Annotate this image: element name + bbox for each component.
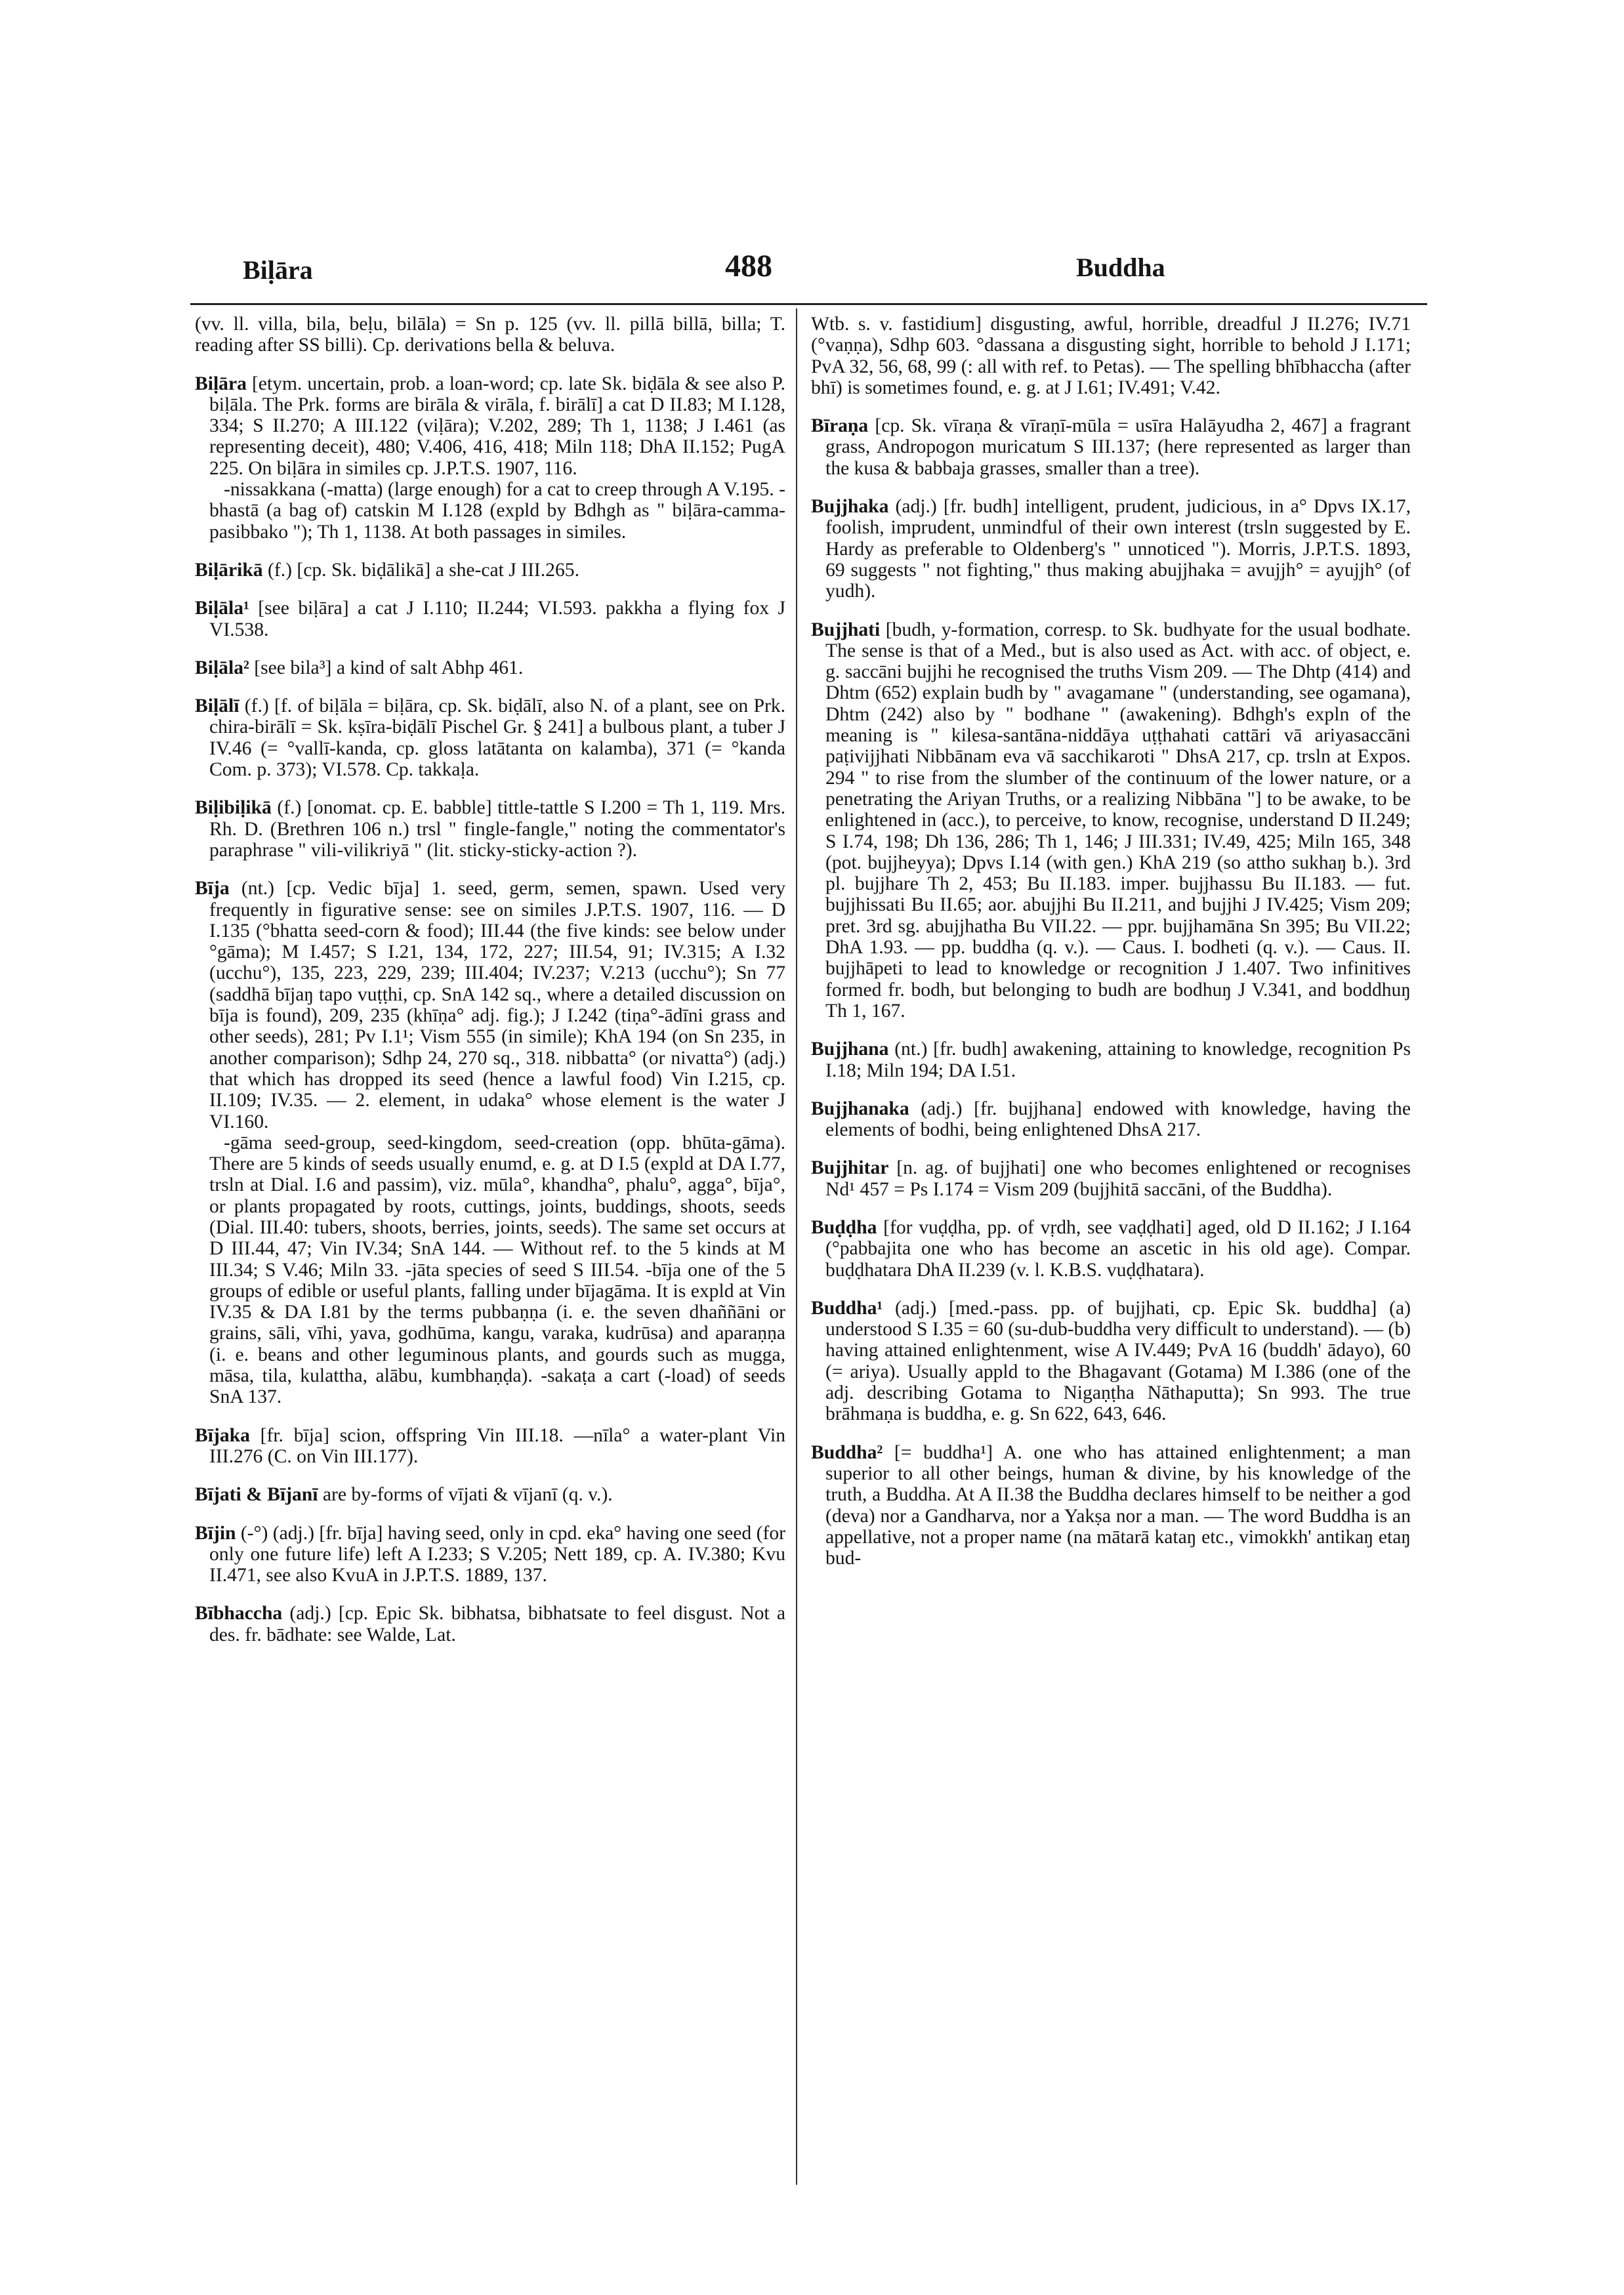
entry-headword: Bījaka [195, 1424, 250, 1446]
entry-body: [cp. Sk. vīraṇa & vīraṇī-mūla = usīra Halāyudha 2, 467] a fragrant grass, Andropogon muricatum S III.137; (here represented as larger than the kusa & babbaja grasses, smaller than a tree). [825, 415, 1411, 479]
page-number: 488 [725, 249, 772, 283]
entry-body: (vv. ll. villa, bila, beḷu, bilāla) = Sn p. 125 (vv. ll. pillā billā, billa; T. reading after SS billi). Cp. derivations bella & beluva. [195, 314, 785, 356]
dictionary-entry-bijaka [195, 1425, 785, 1468]
entry-compounds: -gāma seed-group, seed-kingdom, seed-creation (opp. bhūta-gāma). There are 5 kinds of seeds usually enumd, e. g. at D I.5 (expld at DA I.77, trsln at Dial. I.6 and passim), viz. mūla°, khandha°, phalu°, agga°, bīja°, or plants propagated by roots, cuttings, joints, buddings, shoots, seeds (Dial. III.40: tubers, shoots, berries, joints, seeds). The same set occurs at D III.44, 47; Vin IV.34; SnA 144. — Without ref. to the 5 kinds at M III.34; S V.46; Miln 33. -jāta species of seed S III.54. -bīja one of the 5 groups of edible or useful plants, falling under bījagāma. It is expld at Vin IV.35 & DA I.81 by the terms pubbaṇṇa (i. e. the seven dhaññāni or grains, sāli, vīhi, yava, godhūma, kangu, varaka, kudrūsa) and aparaṇṇa (i. e. beans and other leguminous plants, and gourds such as mugga, māsa, tila, kulattha, alābu, kumbhaṇḍa). -sakaṭa a cart (-load) of seeds SnA 137. [209, 1132, 785, 1408]
entry-headword: Bījati & Bījanī [195, 1484, 318, 1506]
dictionary-entry-bujjhana [811, 1039, 1411, 1081]
entry-headword: Biḷālī [195, 695, 239, 717]
dictionary-entry-bilala2 [195, 657, 785, 678]
entry-headword: Buddha² [811, 1441, 883, 1463]
entry-headword: Biḷāra [195, 373, 247, 394]
entry-headword: Bīja [195, 878, 230, 899]
dictionary-entry-cont [811, 314, 1411, 398]
page-header [197, 248, 1421, 300]
dictionary-entry-bilibilika [195, 797, 785, 861]
entry-body: Wtb. s. v. fastidium] disgusting, awful, horrible, dreadful J II.276; IV.71 (°vaṇṇa), Sdhp 603. °dassana a disgusting sight, horrible to behold J I.171; PvA 32, 56, 68, 99 (: all with ref. to Petas). — The spelling bhībhaccha (after bhī) is sometimes found, e. g. at J I.61; IV.491; V.42. [811, 314, 1411, 398]
entry-body: [fr. bīja] scion, offspring Vin III.18. —nīla° a water-plant Vin III.276 (C. on Vin III.177). [209, 1424, 785, 1467]
entry-headword: Bījin [195, 1522, 236, 1544]
entry-headword: Bujjhana [811, 1039, 889, 1060]
column-divider [796, 308, 797, 2185]
entry-body: (adj.) [med.-pass. pp. of bujjhati, cp. Epic Sk. buddha] (a) understood S I.35 = 60 (su-dub-buddha very difficult to understand). — (b) having attained enlightenment, wise A IV.449; PvA 16 (buddh' ādayo), 60 (= ariya). Usually appld to the Bhagavant (Gotama) M I.386 (one of the adj. describing Gotama to Nigaṇṭha Nāthaputta); Sn 993. The true brāhmaṇa is buddha, e. g. Sn 622, 643, 646. [825, 1297, 1411, 1425]
entry-headword: Biḷāla² [195, 657, 249, 678]
entry-headword: Buddha¹ [811, 1297, 883, 1319]
entry-body: (nt.) [fr. budh] awakening, attaining to knowledge, recognition Ps I.18; Miln 194; DA I.51. [825, 1039, 1411, 1081]
dictionary-entry-bibhaccha [195, 1603, 785, 1645]
entry-body: [n. ag. of bujjhati] one who becomes enlightened or recognises Nd¹ 457 = Ps I.174 = Vism 209 (bujjhitā saccāni, of the Buddha). [825, 1157, 1411, 1200]
entry-headword: Bujjhitar [811, 1157, 889, 1179]
entry-body: (adj.) [cp. Epic Sk. bibhatsa, bibhatsate to feel disgust. Not a des. fr. bādhate: see Walde, Lat. [209, 1603, 785, 1645]
entry-body: [for vuḍḍha, pp. of vṛdh, see vaḍḍhati] aged, old D II.162; J I.164 (°pabbajita one who has become an ascetic in his old age). Compar. buḍḍhatara DhA II.239 (v. l. K.B.S. vuḍḍhatara). [825, 1216, 1411, 1281]
entry-headword: Bīraṇa [811, 415, 869, 437]
entry-headword: Biḷāla¹ [195, 598, 249, 619]
dictionary-entry-bujjhitar [811, 1157, 1411, 1200]
entry-headword: Bībhaccha [195, 1603, 283, 1624]
entry-body: [budh, y-formation, corresp. to Sk. budhyate for the usual bodhate. The sense is that of a Med., but is also used as Act. with acc. of object, e. g. saccāni bujjhi he recognised the truths Vism 209. — The Dhtp (414) and Dhtm (652) explain budh by " avagamane " (understanding, see ogamana), Dhtm (242) also by " bodhane " (awakening). Bdhgh's expln of the meaning is " kilesa-santāna-niddāya uṭṭhahati cattāri vā ariyasaccāni paṭivijjhati Nibbānam eva vā sacchikaroti " DhsA 217, cp. trsln at Expos. 294 " to rise from the slumber of the continuum of the lower nature, or a penetrating the Ariyan Truths, or a realizing Nibbāna "] to be awake, to be enlightened in (acc.), to perceive, to know, recognise, understand D II.249; S I.74, 198; Dh 136, 286; Th 1, 146; J III.331; IV.49, 425; Miln 165, 348 (pot. bujjheyya); Dpvs I.14 (with gen.) KhA 219 (so attho sukhaŋ b.). 3rd pl. bujjhare Th 2, 453; Bu II.183. imper. bujjhassu Bu II.183. — fut. bujjhissati Bu II.65; aor. abujjhi Bu II.211, and bujjhi J IV.425; Vism 209; pret. 3rd sg. abujjhatha Bu VII.22. — ppr. bujjhamāna Sn 395; Bu VII.22; DhA 1.93. — pp. buddha (q. v.). — Caus. I. bodheti (q. v.). — Caus. II. bujjhāpeti to lead to knowledge or recognition J 1.407. Two infinitives formed fr. bodh, but belonging to budh are bodhuŋ J V.341, and boddhuŋ Th 1, 167. [825, 619, 1411, 1022]
entry-body: (adj.) [fr. bujjhana] endowed with knowledge, having the elements of bodhi, being enlightened DhsA 217. [825, 1098, 1411, 1141]
entry-headword: Buḍḍha [811, 1216, 877, 1238]
entry-compounds: -nissakkana (-matta) (large enough) for a cat to creep through A V.195. -bhastā (a bag of) catskin M I.128 (expld by Bdhgh as " biḷāra-camma-pasibbako "); Th 1, 1138. At both passages in similes. [209, 479, 785, 543]
entry-body: [see bila³] a kind of salt Abhp 461. [249, 657, 524, 678]
entry-body: are by-forms of vījati & vījanī (q. v.). [318, 1484, 613, 1506]
dictionary-entry-buddha2 [811, 1442, 1411, 1569]
entry-headword: Biḷibiḷikā [195, 797, 272, 819]
entry-headword: Bujjhati [811, 619, 881, 640]
dictionary-entry-bujjhanaka [811, 1098, 1411, 1141]
dictionary-entry-cont [195, 314, 785, 356]
left-column [195, 314, 785, 1663]
dictionary-entry-birana [811, 415, 1411, 479]
entry-headword: Bujjhanaka [811, 1098, 909, 1119]
entry-body: [etym. uncertain, prob. a loan-word; cp. late Sk. biḍāla & see also P. biḷāla. The Prk. forms are birāla & virāla, f. birālī] a cat D II.83; M I.128, 334; S II.270; A III.122 (viḷāra); V.202, 289; Th 1, 1138; J I.461 (as representing deceit), 480; V.406, 416, 418; Miln 118; DhA II.152; PugA 225. On biḷāra in similes cp. J.P.T.S. 1907, 116. [209, 373, 785, 479]
entry-headword: Biḷārikā [195, 559, 263, 581]
entry-body: (adj.) [fr. budh] intelligent, prudent, judicious, in a° Dpvs IX.17, foolish, imprudent, unmindful of their own interest (trsln suggested by E. Hardy as preferable to Oldenberg's " unnoticed "). Morris, J.P.T.S. 1893, 69 suggests " not fighting," thus making abujjhaka = avujjh° = ayujjh° (of yudh). [825, 496, 1411, 602]
dictionary-entry-bilala1 [195, 598, 785, 640]
entry-body: (f.) [f. of biḷāla = biḷāra, cp. Sk. biḍālī, also N. of a plant, see on Prk. chira-birālī = Sk. kṣīra-biḍālī Pischel Gr. § 241] a bulbous plant, a tuber J IV.46 (= °vallī-kanda, cp. gloss latātanta on kalamba), 371 (= °kanda Com. p. 373); VI.578. Cp. takkaḷa. [209, 695, 785, 781]
entry-body: (nt.) [cp. Vedic bīja] 1. seed, germ, semen, spawn. Used very frequently in figurative sense: see on similes J.P.T.S. 1907, 116. — D I.135 (°bhatta seed-corn & food); III.44 (the five kinds: see below under °gāma); M I.457; S I.21, 134, 172, 227; III.54, 91; IV.315; A I.32 (ucchu°), 135, 223, 229, 239; III.404; IV.237; V.213 (ucchu°); Sn 77 (saddhā bījaŋ tapo vuṭṭhi, cp. SnA 142 sq., where a detailed discussion on bīja is found), 209, 235 (khīṇa° adj. fig.); J I.242 (tiṇa°-ādīni grass and other seeds), 281; Pv I.1¹; Vism 555 (in simile); KhA 194 (on Sn 235, in another comparison); Sdhp 24, 270 sq., 318. nibbatta° (or nivatta°) (adj.) that which has dropped its seed (hence a lawful food) Vin I.215, cp. II.109; IV.35. — 2. element, in udaka° whose element is the water J VI.160. [209, 878, 785, 1132]
dictionary-entry-buddha1 [811, 1298, 1411, 1425]
dictionary-entry-bilara [195, 373, 785, 543]
dictionary-entry-bija [195, 878, 785, 1407]
dictionary-entry-bilali [195, 695, 785, 780]
entry-body: (f.) [cp. Sk. biḍālikā] a she-cat J III.265. [262, 559, 579, 581]
dictionary-entry-bujjhati [811, 619, 1411, 1022]
entry-body: (f.) [onomat. cp. E. babble] tittle-tattle S I.200 = Th 1, 119. Mrs. Rh. D. (Brethren 106 n.) trsl " fingle-fangle," noting the commentator's paraphrase " vili-vilikriyā " (lit. sticky-sticky-action ?). [209, 797, 785, 861]
right-running-head: Buddha [1076, 253, 1165, 282]
dictionary-entry-bijati [195, 1484, 785, 1505]
dictionary-entry-buddha_aged [811, 1217, 1411, 1281]
right-column [811, 314, 1411, 1586]
dictionary-entry-bilarika [195, 560, 785, 581]
entry-body: (-°) (adj.) [fr. bīja] having seed, only in cpd. eka° having one seed (for only one future life) left A I.233; S V.205; Nett 189, cp. A. IV.380; Kvu II.471, see also KvuA in J.P.T.S. 1889, 137. [209, 1522, 785, 1586]
header-rule [190, 303, 1427, 305]
entry-body: [see biḷāra] a cat J I.110; II.244; VI.593. pakkha a flying fox J VI.538. [209, 598, 785, 640]
entry-headword: Bujjhaka [811, 496, 889, 518]
dictionary-entry-bujjhaka [811, 496, 1411, 602]
entry-body: [= buddha¹] A. one who has attained enlightenment; a man superior to all other beings, human & divine, by his knowledge of the truth, a Buddha. At A II.38 the Buddha declares himself to be neither a god (deva) nor a Gandharva, nor a Yakṣa nor a man. — The word Buddha is an appellative, not a proper name (na mātarā kataŋ etc., vimokkh' antikaŋ etaŋ bud- [825, 1441, 1411, 1569]
left-running-head: Biḷāra [243, 255, 313, 285]
dictionary-entry-bijin [195, 1523, 785, 1586]
